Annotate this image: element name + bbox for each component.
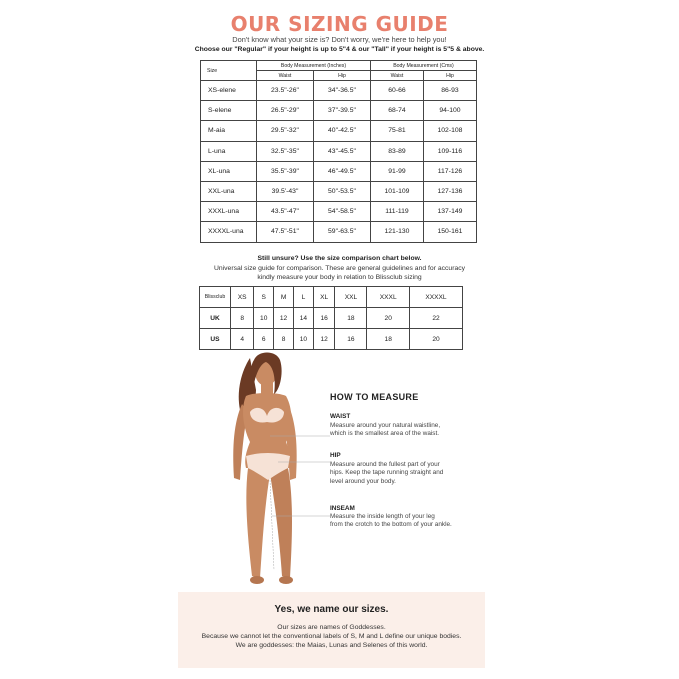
- waist-cms: 75-81: [370, 121, 423, 141]
- hip-cms: 94-100: [423, 101, 476, 121]
- table-cell: 20: [409, 329, 462, 350]
- table-row: [201, 161, 477, 181]
- table-row: [200, 287, 463, 308]
- table-row: [200, 308, 463, 329]
- brand-header: Blissclub: [200, 287, 231, 308]
- size-name: XL-una: [201, 161, 257, 181]
- waist-cms-header: Waist: [370, 71, 423, 81]
- waist-cms: 101-109: [370, 181, 423, 201]
- inseam-label: INSEAM: [330, 505, 355, 512]
- hip-inches: 54"-58.5": [313, 202, 370, 222]
- inseam-instruction-line: Measure the inside length of your leg: [330, 513, 435, 520]
- size-header: M: [274, 287, 294, 308]
- size-name: XXXXL-una: [201, 222, 257, 242]
- footer-line: We are goddesses: the Maias, Lunas and Selenes of this world.: [235, 642, 428, 650]
- subtitle: Don't know what your size is? Don't worry, we're here to help you!: [232, 35, 447, 44]
- hip-inches: 59"-63.5": [313, 222, 370, 242]
- size-header: XXXXL: [409, 287, 462, 308]
- hip-cms: 109-116: [423, 141, 476, 161]
- size-name: XXXL-una: [201, 202, 257, 222]
- hip-instruction-line: level around your body.: [330, 477, 396, 485]
- table-cell: 18: [367, 329, 410, 350]
- table-cell: 10: [293, 329, 313, 350]
- table-row: [201, 181, 477, 201]
- comparison-description: [0, 264, 679, 282]
- table-cell: 14: [293, 308, 313, 329]
- hip-inches: 50"-53.5": [313, 181, 370, 201]
- hip-cms: 86-93: [423, 81, 476, 101]
- table-cell: 18: [335, 308, 367, 329]
- inseam-instruction-line: from the crotch to the bottom of your ankle.: [330, 521, 452, 529]
- size-header: XXL: [335, 287, 367, 308]
- table-cell: 12: [313, 329, 335, 350]
- waist-cms: 68-74: [370, 101, 423, 121]
- table-row: [201, 222, 477, 242]
- table-row: [201, 101, 477, 121]
- hip-instruction-line: hips. Keep the tape running straight and: [330, 469, 444, 477]
- waist-inches: 39.5'-43": [257, 181, 314, 201]
- waist-inches: 29.5"-32": [257, 121, 314, 141]
- size-name: L-una: [201, 141, 257, 161]
- inches-group-header: Body Measurement (Inches): [257, 61, 371, 71]
- size-header: L: [293, 287, 313, 308]
- table-cell: 8: [231, 308, 254, 329]
- comparison-description-line: kindly measure your body in relation to Blissclub sizing: [257, 274, 422, 281]
- hip-cms: 137-149: [423, 202, 476, 222]
- size-names-footer: [178, 592, 485, 668]
- footer-line: Because we cannot let the conventional labels of S, M and L define our unique bodies.: [201, 633, 462, 641]
- waist-inches: 23.5"-26": [257, 81, 314, 101]
- hip-instruction-line: Measure around the fullest part of your: [330, 461, 440, 468]
- body-figure-illustration: [214, 350, 344, 590]
- footer-line: Our sizes are names of Goddesses.: [277, 624, 386, 631]
- size-header: XXXL: [367, 287, 410, 308]
- waist-inches: 43.5"-47": [257, 202, 314, 222]
- footer-text: [178, 623, 485, 651]
- hip-cms-header: Hip: [423, 71, 476, 81]
- table-row: [201, 141, 477, 161]
- table-row: [201, 202, 477, 222]
- table-cell: 10: [254, 308, 274, 329]
- size-name: S-elene: [201, 101, 257, 121]
- size-column-header: Size: [201, 61, 257, 81]
- waist-inches: 35.5"-39": [257, 161, 314, 181]
- size-name: XS-elene: [201, 81, 257, 101]
- size-name: XXL-una: [201, 181, 257, 201]
- waist-instructions: [330, 422, 500, 439]
- size-name: M-aia: [201, 121, 257, 141]
- hip-instructions: [330, 461, 500, 486]
- size-header: S: [254, 287, 274, 308]
- region-label: US: [200, 329, 231, 350]
- hip-label: HIP: [330, 452, 341, 459]
- table-cell: 16: [335, 329, 367, 350]
- table-row: [201, 81, 477, 101]
- waist-cms: 91-99: [370, 161, 423, 181]
- table-cell: 20: [367, 308, 410, 329]
- table-cell: 12: [274, 308, 294, 329]
- waist-cms: 111-119: [370, 202, 423, 222]
- cms-group-header: Body Measurement (Cms): [370, 61, 476, 71]
- waist-cms: 121-130: [370, 222, 423, 242]
- hip-inches: 46"-49.5": [313, 161, 370, 181]
- table-cell: 4: [231, 329, 254, 350]
- hip-inches-header: Hip: [313, 71, 370, 81]
- waist-inches-header: Waist: [257, 71, 314, 81]
- hip-cms: 127-136: [423, 181, 476, 201]
- hip-inches: 34"-36.5": [313, 81, 370, 101]
- inseam-instructions: [330, 513, 500, 530]
- hip-cms: 117-126: [423, 161, 476, 181]
- page-title: OUR SIZING GUIDE: [230, 12, 449, 36]
- waist-instruction-line: which is the smallest area of the waist.: [330, 430, 440, 438]
- waist-instruction-line: Measure around your natural waistline,: [330, 422, 441, 429]
- comparison-heading: Still unsure? Use the size comparison chart below.: [257, 255, 422, 262]
- table-cell: 22: [409, 308, 462, 329]
- hip-inches: 40"-42.5": [313, 121, 370, 141]
- how-to-measure-title: HOW TO MEASURE: [330, 392, 419, 402]
- table-cell: 8: [274, 329, 294, 350]
- footer-title: Yes, we name our sizes.: [274, 604, 389, 615]
- table-cell: 6: [254, 329, 274, 350]
- hip-inches: 37"-39.5": [313, 101, 370, 121]
- waist-cms: 60-66: [370, 81, 423, 101]
- comparison-table: [199, 286, 463, 350]
- hip-cms: 102-108: [423, 121, 476, 141]
- hip-cms: 150-161: [423, 222, 476, 242]
- height-instruction: Choose our "Regular" if your height is up to 5"4 & our "Tall" if your height is 5"5 & above.: [194, 46, 485, 53]
- table-cell: 16: [313, 308, 335, 329]
- size-table: [200, 60, 477, 243]
- size-header: XL: [313, 287, 335, 308]
- waist-label: WAIST: [330, 413, 351, 420]
- region-label: UK: [200, 308, 231, 329]
- table-row: [200, 329, 463, 350]
- table-row: [201, 121, 477, 141]
- waist-inches: 47.5"-51": [257, 222, 314, 242]
- size-header: XS: [231, 287, 254, 308]
- waist-cms: 83-89: [370, 141, 423, 161]
- waist-inches: 32.5"-35": [257, 141, 314, 161]
- comparison-description-line: Universal size guide for comparison. These are general guidelines and for accuracy: [213, 265, 466, 272]
- hip-inches: 43"-45.5": [313, 141, 370, 161]
- waist-inches: 26.5"-29": [257, 101, 314, 121]
